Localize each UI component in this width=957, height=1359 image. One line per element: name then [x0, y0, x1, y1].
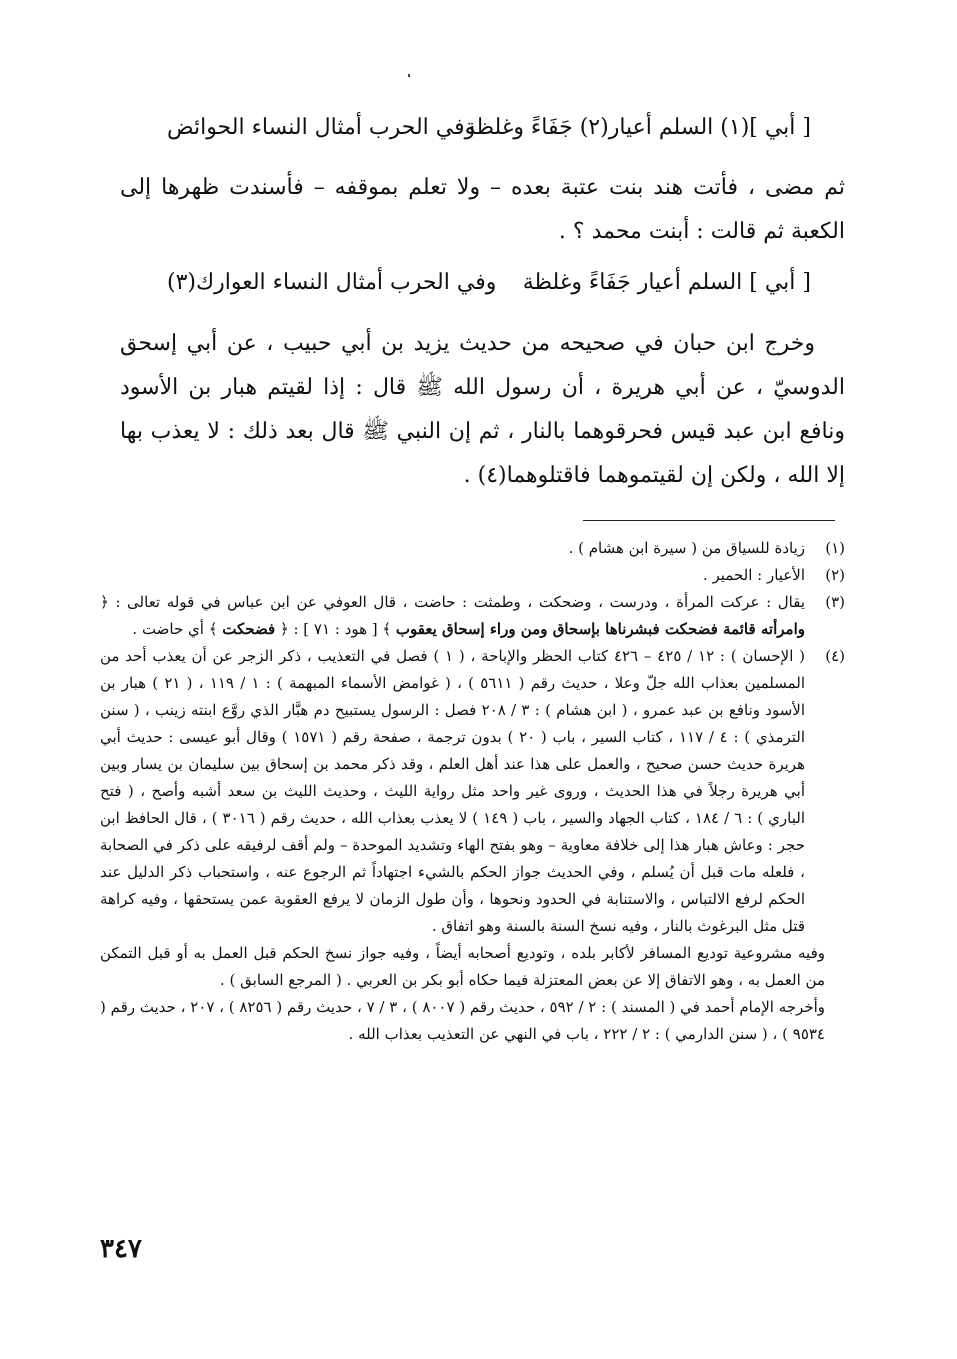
footnote-3 [100, 589, 845, 643]
footnote-2 [100, 562, 845, 589]
footnote-number: (٢) [825, 566, 845, 584]
footnote-number: (٤) [825, 647, 845, 665]
verse-1-second-hemistich: وفي الحرب أمثال النساء الحوائض [167, 115, 476, 140]
footnotes [100, 535, 845, 1048]
body-paragraph-2 [120, 322, 845, 498]
footnote-number: (١) [825, 539, 845, 557]
footnote-text: ( الإحسان ) : ١٢ / ٤٢٥ – ٤٢٦ كتاب الحظر والإباحة ، ( ١ ) فصل في التعذيب ، ذكر الزجر عن أن يعذب أحد من المسلمين بعذاب الله جلّ وعلا ، حديث رقم ( ٥٦١١ ) ، ( غوامض الأسماء المبهمة ) : ١ / ١١٩ ، ( ٢١ ) هبار بن الأسود ونافع بن عبد عمرو ، ( ابن هشام ) : ٣ / ٢٠٨ فصل : الرسول يستبيح دم هبَّار الذي روَّع ابنته زينب ، ( سنن الترمذي ) : ٤ / ١١٧ ، كتاب السير ، باب ( ٢٠ ) بدون ترجمة ، صفحة رقم ( ١٥٧١ ) وقال أبو عيسى : حديث أبي هريرة حديث حسن صحيح ، والعمل على هذا عند أهل العلم ، وقد ذكر محمد بن إسحاق بين سليمان بن يسار وبين أبي هريرة رجلاً في هذا الحديث ، وروى غير واحد مثل رواية الليث ، وحديث الليث بن سعد أشبه وأصح ، ( فتح الباري ) : ٦ / ١٨٤ ، كتاب الجهاد والسير ، باب ( ١٤٩ ) لا يعذب بعذاب الله ، حديث رقم ( ٣٠١٦ ) ، قال الحافظ ابن حجر : وعاش هبار هذا إلى خلافة معاوية – وهو بفتح الهاء وتشديد الموحدة – ولم أقف لرفيقه على ذكر في الصحابة ، فلعله مات قبل أن يُسلم ، وفي الحديث جواز الحكم بالشيء اجتهاداً ثم الرجوع عنه ، واستحباب ذكر الدليل عند الحكم لرفع الالتباس ، والاستنابة في الحدود ونحوها ، وأن طول الزمان لا يرفع العقوبة عمن يستحقها ، وفيه كراهة قتل مثل البرغوث بالنار ، وفيه نسخ السنة بالسنة وهو اتفاق . [100, 647, 806, 935]
footnote-number: (٣) [825, 593, 845, 611]
footnote-text-part: ﴾ أي حاضت . [132, 620, 223, 638]
verse-1-first-hemistich: [ أبي ](١) السلم أعيار(٢) جَفَاءً وغلظة [464, 115, 811, 140]
footnote-divider [583, 520, 835, 521]
footnote-4 [100, 643, 845, 940]
footnote-text: الأعيار : الحمير . [702, 566, 805, 584]
verse-2-second-hemistich: وفي الحرب أمثال النساء العوارك(٣) [167, 270, 497, 295]
page-number: ٣٤٧ [100, 1234, 142, 1264]
quran-word: فضحكت [222, 620, 276, 638]
body-paragraph-2-text: وخرج ابن حبان في صحيحه من حديث يزيد بن أبي حبيب ، عن أبي إسحق الدوسيّ ، عن أبي هريرة ، أن رسول الله ﷺ قال : إذا لقيتم هبار بن الأسود ونافع ابن عبد قيس فحرقوهما بالنار ، ثم إن النبي ﷺ قال بعد ذلك : لا يعذب بها إلا الله ، ولكن إن لقيتموهما فاقتلوهما(٤) . [120, 331, 845, 488]
footnote-text-part: ﴾ [ هود : ٧١ ] : ﴿ [275, 620, 396, 638]
footnote-text: زيادة للسياق من ( سيرة ابن هشام ) . [568, 539, 805, 557]
page-mark [408, 74, 410, 77]
verse-2-first-hemistich: [ أبي ] السلم أعيار جَفَاءً وغلظة [522, 270, 811, 295]
quran-verse: وامرأته قائمة فضحكت فبشرناها بإسحاق ومن وراء إسحاق يعقوب [395, 620, 805, 638]
footnote-1 [100, 535, 845, 562]
footnote-4-continuation-2: وأخرجه الإمام أحمد في ( المسند ) : ٢ / ٥٩٢ ، حديث رقم ( ٨٠٠٧ ) ، ٣ / ٧ ، حديث رقم ( ٨٢٥٦ ) ، ٢٠٧ ، حديث رقم ( ٩٥٣٤ ) ، ( سنن الدارمي ) : ٢ / ٢٢٢ ، باب في النهي عن التعذيب بعذاب الله . [99, 998, 825, 1043]
body-paragraph-1: ثم مضى ، فأتت هند بنت عتبة بعده – ولا تعلم بموقفه – فأسندت ظهرها إلى الكعبة ثم قالت : أبنت محمد ؟ . [120, 175, 845, 244]
footnote-4-continuation-1: وفيه مشروعية توديع المسافر لأكابر بلده ، وتوديع أصحابه أيضاً ، وفيه جواز نسخ الحكم قبل العمل به أو قبل التمكن من العمل به ، وهو الاتفاق إلا عن بعض المعتزلة فيما حكاه أبو بكر بن العربي . ( المرجع السابق ) . [100, 944, 825, 989]
footnote-text-part: يقال : عركت المرأة ، ودرست ، وضحكت ، وطمثت : حاضت ، قال العوفي عن ابن عباس في قوله تعالى : ﴿ [100, 593, 805, 611]
